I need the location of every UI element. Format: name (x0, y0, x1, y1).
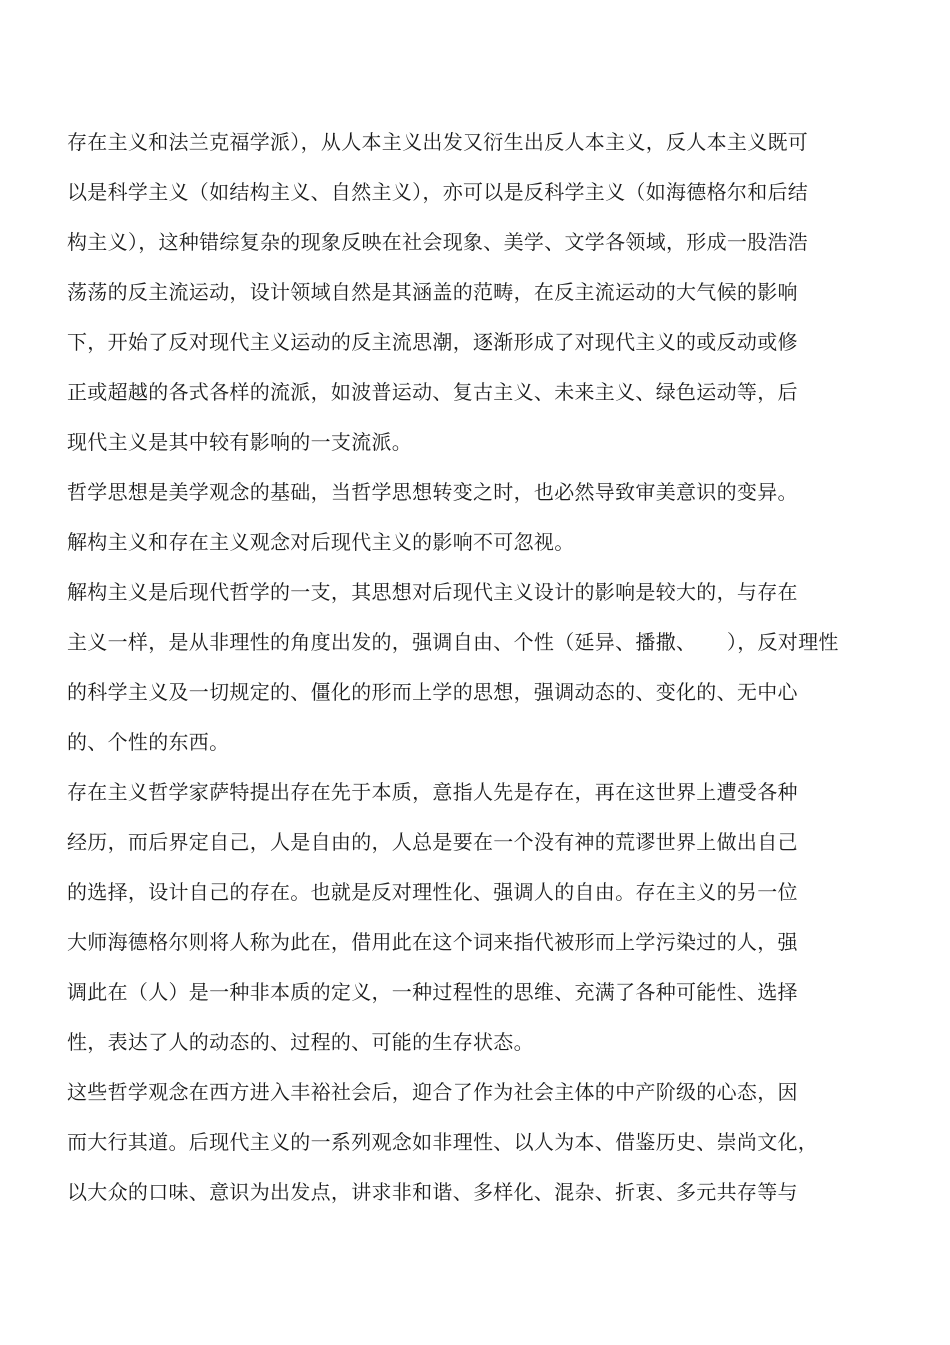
text-line: 的科学主义及一切规定的、僵化的形而上学的思想，强调动态的、变化的、无中心 (67, 680, 798, 704)
text-line: 现代主义是其中较有影响的一支流派。 (67, 430, 413, 454)
text-line: 正或超越的各式各样的流派，如波普运动、复古主义、未来主义、绿色运动等，后 (67, 380, 798, 404)
text-line: 以是科学主义（如结构主义、自然主义），亦可以是反科学主义（如海德格尔和后结 (67, 180, 809, 204)
text-line: 大师海德格尔则将人称为此在，借用此在这个词来指代被形而上学污染过的人，强 (67, 930, 798, 954)
text-line: 解构主义是后现代哲学的一支，其思想对后现代主义设计的影响是较大的，与存在 (67, 580, 798, 604)
text-line: 哲学思想是美学观念的基础，当哲学思想转变之时，也必然导致审美意识的变异。 (67, 480, 798, 504)
text-line: 而大行其道。后现代主义的一系列观念如非理性、以人为本、借鉴历史、崇尚文化， (67, 1130, 819, 1154)
text-line: 调此在（人）是一种非本质的定义，一种过程性的思维、充满了各种可能性、选择 (67, 980, 798, 1004)
text-line: 主义一样，是从非理性的角度出发的，强调自由、个性（延异、播撒、 ），反对理性 (67, 630, 839, 654)
text-line: 的、个性的东西。 (67, 730, 230, 754)
text-line: 荡荡的反主流运动，设计领域自然是其涵盖的范畴，在反主流运动的大气候的影响 (67, 280, 798, 304)
text-line: 以大众的口味、意识为出发点，讲求非和谐、多样化、混杂、折衷、多元共存等与 (67, 1180, 798, 1204)
text-line: 解构主义和存在主义观念对后现代主义的影响不可忽视。 (67, 530, 575, 554)
text-line: 存在主义哲学家萨特提出存在先于本质，意指人先是存在，再在这世界上遭受各种 (67, 780, 798, 804)
text-line: 经历，而后界定自己，人是自由的，人总是要在一个没有神的荒谬世界上做出自己 (67, 830, 798, 854)
text-line: 下，开始了反对现代主义运动的反主流思潮，逐渐形成了对现代主义的或反动或修 (67, 330, 798, 354)
text-line: 性，表达了人的动态的、过程的、可能的生存状态。 (67, 1030, 534, 1054)
text-line: 存在主义和法兰克福学派），从人本主义出发又衍生出反人本主义，反人本主义既可 (67, 130, 809, 154)
text-line: 的选择，设计自己的存在。也就是反对理性化、强调人的自由。存在主义的另一位 (67, 880, 798, 904)
text-line: 构主义），这种错综复杂的现象反映在社会现象、美学、文学各领域，形成一股浩浩 (67, 230, 809, 254)
text-line: 这些哲学观念在西方进入丰裕社会后，迎合了作为社会主体的中产阶级的心态，因 (67, 1080, 798, 1104)
